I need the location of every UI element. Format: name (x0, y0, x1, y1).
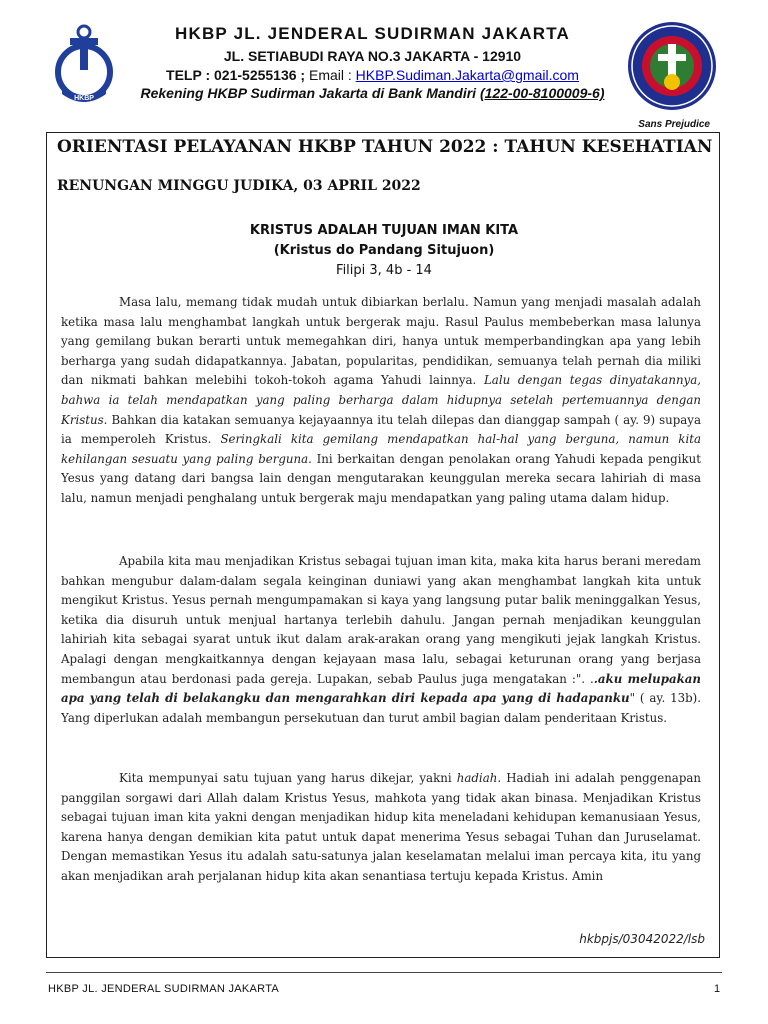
hkbp-logo (52, 24, 116, 106)
p2-text-c: " ( ay. 13b). Yang diperlukan adalah membangun persekutuan dan turut ambil bagian dalam penderitaan Kristus. (61, 691, 701, 725)
email-label: Email : (308, 67, 352, 83)
paragraph-2 (61, 552, 701, 728)
scripture-reference: Filipi 3, 4b - 14 (336, 263, 432, 278)
footer-divider (46, 972, 722, 973)
footer-church-name: HKBP JL. JENDERAL SUDIRMAN JAKARTA (48, 983, 280, 995)
letterhead (0, 0, 768, 112)
phone-number: TELP : 021-5255136 ; (166, 67, 306, 83)
paragraph-3 (61, 769, 701, 887)
p1-text-e: Ini berkaitan dengan penolakan orang Yahudi kepada pengikut Yesus yang datang dari bangsa lain dengan mengutarakan keunggulan mereka secara lahiriah di masa lalu, namun menjadi penghalang untuk bergerak maju mendapatkan yang paling utama dalam hidup. (61, 451, 701, 505)
tagline: Sans Prejudice (638, 119, 710, 130)
page-number: 1 (714, 983, 721, 995)
bank-account: (122-00-8100009-6) (479, 85, 605, 101)
sermon-heading: RENUNGAN MINGGU JUDIKA, 03 APRIL 2022 (57, 178, 421, 194)
hkbp-cross-logo-icon (52, 24, 116, 106)
p3-text-a: Kita mempunyai satu tujuan yang harus dikejar, yakni (119, 771, 452, 785)
round-seal-logo (626, 20, 718, 112)
p3-text-c: . Hadiah ini adalah penggenapan panggilan sorgawi dari Allah dalam Kristus Yesus, mahkota yang tidak akan binasa. Menjadikan Kristus sebagai tujuan iman kita yakni dengan menjadikan hidup kita meneladani kehidupan kemanusiaan Yesus, karena hanya dengan demikian kita patut untuk dapat menerima Yesus sebagai Tuhan dan Juruselamat. Dengan memastikan Yesus itu adalah satu-satunya jalan keselamatan melalui iman percaya kita, itu yang akan menjadikan arah perjalanan hidup kita akan senantiasa tertuju kepada Kristus. Amin (61, 771, 702, 883)
orientation-title: ORIENTASI PELAYANAN HKBP TAHUN 2022 : TAHUN KESEHATIAN (57, 137, 713, 157)
bank-info (120, 85, 625, 101)
church-address: JL. SETIABUDI RAYA NO.3 JAKARTA - 12910 (223, 48, 522, 64)
p2-text-a: Apabila kita mau menjadikan Kristus sebagai tujuan iman kita, maka kita harus berani meredam bahkan mengubur dalam-dalam segala keinginan duniawi yang akan menghambat langkah kita untuk mengikut Kristus. Yesus pernah mengumpamakan si kaya yang langsung putar balik meninggalkan Yesus, ketika dia disuruh untuk menjual hartanya terlebih dahulu. Jangan pernah menjadikan keunggulan lahiriah kita sebagai syarat untuk ikut dalam arak-arakan orang yang mengikuti jejak langkah Kristus. Apalagi dengan mengkaitkannya dengan kejayaan masa lalu, sebagai keturunan orang yang berjasa membangun atau berdonasi pada gereja. Lupakan, sebab Paulus juga mengatakan :". . (61, 554, 701, 686)
p1-text-c: Bahkan dia katakan semuanya kejayaannya itu telah dilepas dan dianggap sampah ( ay. 9) supaya ia memperoleh Kristus. (61, 412, 702, 447)
sermon-subtitle: (Kristus do Pandang Situjuon) (273, 243, 495, 258)
paragraph-1 (61, 293, 701, 509)
p1-text-a: Masa lalu, memang tidak mudah untuk dibiarkan berlalu. Namun yang menjadi masalah adalah ketika masa lalu menghambat langkah untuk bergerak maju. Rasul Paulus membeberkan masa lalunya yang gemilang bukan berarti untuk memegahkan diri, hanya untuk memperbandingkan apa yang lebih berharga yang sudah didapatkannya. Jabatan, popularitas, pendidikan, semuanya telah pernah dia miliki dan nikmati bahkan melebihi tokoh-tokoh agama Yahudi lainnya. (61, 295, 701, 388)
sermon-title-block (47, 221, 721, 281)
document-signature: hkbpjs/03042022/lsb (579, 932, 705, 946)
church-name: HKBP JL. JENDERAL SUDIRMAN JAKARTA (174, 24, 570, 43)
letterhead-text (120, 24, 625, 101)
bank-text: Rekening HKBP Sudirman Jakarta di Bank Mandiri (140, 85, 477, 101)
logo-text: HKBP (74, 95, 94, 102)
p3-italic-b: hadiah (456, 771, 498, 785)
p1-italic-d: Seringkali kita gemilang mendapatkan hal-hal yang berguna, namun kita kehilangan sesuatu yang paling berguna. (61, 432, 702, 466)
round-seal-icon (626, 20, 718, 112)
church-contact (120, 67, 625, 83)
p2-quote: .aku melupakan apa yang telah di belakangku dan mengarahkan diri kepada apa yang di hadapanku (61, 671, 701, 706)
email-link[interactable]: HKBP.Sudiman.Jakarta@gmail.com (355, 67, 579, 83)
sermon-title: KRISTUS ADALAH TUJUAN IMAN KITA (249, 223, 519, 238)
document-body (46, 132, 720, 958)
p1-italic-b: Lalu dengan tegas dinyatakannya, bahwa ia telah mendapatkan yang paling berharga dalam hidupnya setelah pertemuannya dengan Kristus. (61, 373, 701, 427)
